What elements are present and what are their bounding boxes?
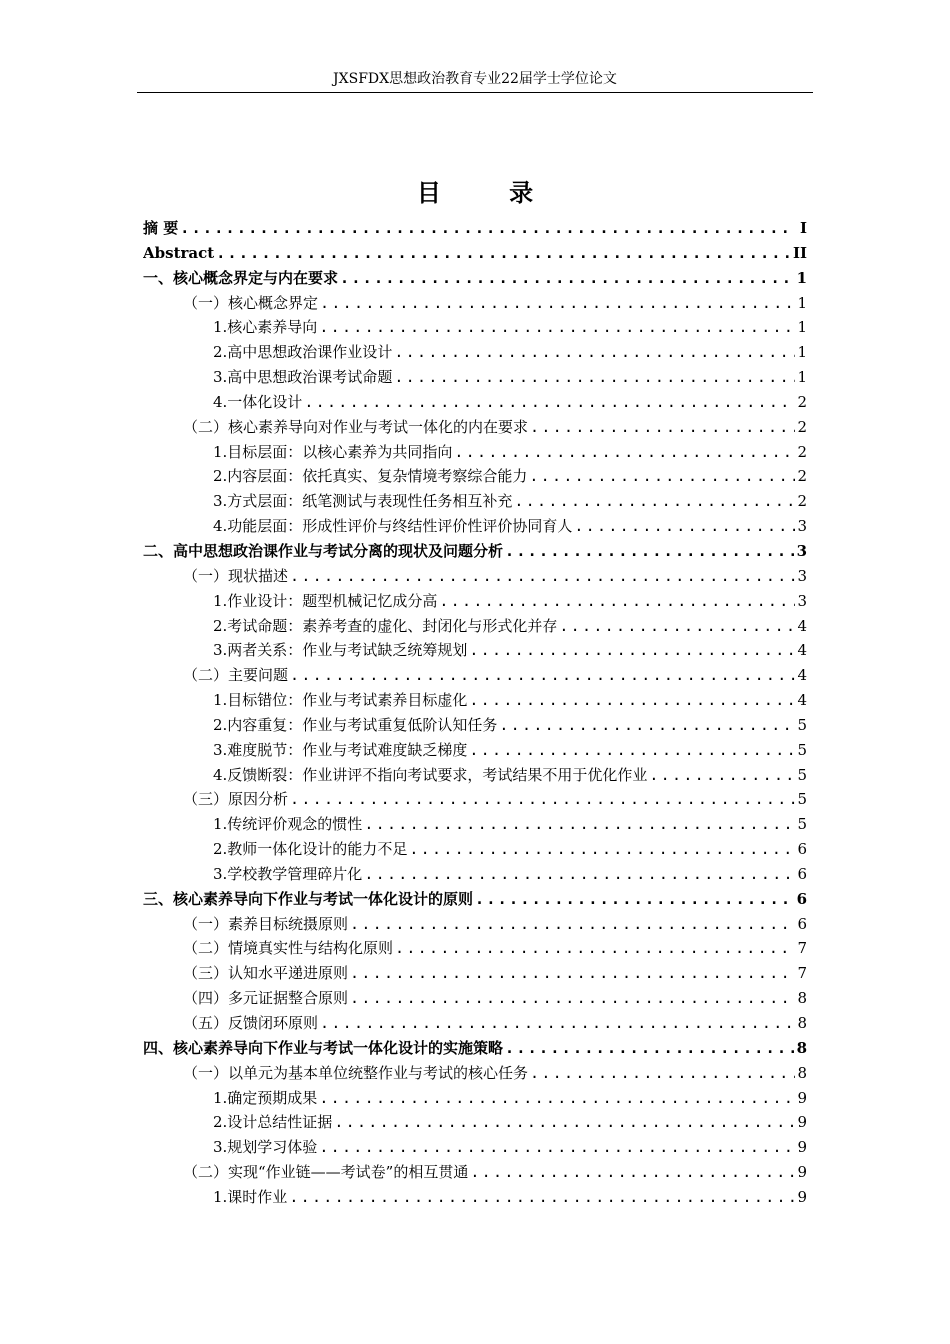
toc-entry[interactable] — [143, 1011, 807, 1036]
toc-entry[interactable] — [143, 365, 807, 390]
toc-entry-title: （五）反馈闭环原则 — [183, 1014, 319, 1032]
toc-dot-leader — [530, 1061, 795, 1086]
toc-entry-title: 2.高中思想政治课作业设计 — [213, 343, 393, 362]
toc-entry[interactable] — [143, 862, 807, 887]
toc-entry-title: 3.难度脱节：作业与考试难度缺乏梯度 — [213, 740, 468, 759]
toc-page-number: 2 — [797, 392, 807, 411]
toc-page-number: 8 — [797, 989, 807, 1008]
toc-entry[interactable] — [143, 713, 807, 738]
toc-page-number: 3 — [797, 566, 807, 585]
toc-entry-title: （一）现状描述 — [183, 566, 289, 585]
toc-entry[interactable] — [143, 1135, 807, 1160]
toc-entry[interactable] — [143, 1061, 807, 1086]
toc-page-number: 1 — [797, 343, 807, 362]
toc-page-number: 2 — [797, 492, 807, 511]
toc-entry[interactable] — [143, 514, 807, 539]
toc-entry-title: 3.两者关系：作业与考试缺乏统筹规划 — [213, 641, 468, 660]
toc-dot-leader — [469, 738, 795, 763]
toc-entry-title: 3.方式层面：纸笔测试与表现性任务相互补充 — [213, 492, 513, 511]
toc-dot-leader — [319, 1135, 795, 1160]
toc-page-number: 8 — [796, 1038, 807, 1057]
toc-page-number: 6 — [797, 840, 807, 859]
toc-entry[interactable] — [143, 216, 807, 241]
toc-entry-title: 2.内容层面：依托真实、复杂情境考察综合能力 — [213, 467, 528, 486]
toc-entry-title: 1.作业设计：题型机械记忆成分高 — [213, 591, 438, 610]
toc-dot-leader — [505, 539, 795, 564]
toc-title: 目 录 — [416, 178, 564, 207]
toc-page-number: 9 — [797, 1163, 807, 1182]
toc-page-number: 9 — [797, 1113, 807, 1132]
toc-entry-title: （三）原因分析 — [183, 790, 289, 809]
toc-page-number: 6 — [797, 864, 807, 883]
toc-entry[interactable] — [143, 340, 807, 365]
toc-entry[interactable] — [143, 1086, 807, 1111]
toc-entry[interactable] — [143, 415, 807, 440]
toc-entry[interactable] — [143, 539, 807, 564]
toc-page-number: 1 — [796, 268, 807, 287]
toc-entry-title: （二）实现“作业链——考试卷”的相互贯通 — [183, 1163, 469, 1182]
toc-dot-leader — [394, 365, 795, 390]
toc-dot-leader — [439, 589, 795, 614]
toc-dot-leader — [340, 266, 795, 291]
toc-dot-leader — [475, 887, 795, 912]
toc-page-number: 1 — [797, 293, 807, 312]
toc-entry[interactable] — [143, 887, 807, 912]
toc-page-number: 3 — [797, 517, 807, 536]
toc-entry[interactable] — [143, 912, 807, 937]
toc-entry-title: Abstract — [143, 243, 215, 262]
toc-page-number: 6 — [797, 914, 807, 933]
toc-dot-leader — [290, 663, 795, 688]
toc-page-number: 2 — [797, 467, 807, 486]
toc-dot-leader — [289, 1185, 795, 1210]
toc-page-number: 5 — [797, 815, 807, 834]
toc-page-number: 9 — [797, 1138, 807, 1157]
toc-dot-leader — [320, 1011, 795, 1036]
toc-dot-leader — [499, 713, 795, 738]
toc-page-number: 5 — [797, 715, 807, 734]
table-of-contents — [143, 216, 807, 1210]
toc-dot-leader — [320, 291, 795, 316]
toc-entry[interactable] — [143, 464, 807, 489]
toc-entry-title: 2.考试命题：素养考查的虚化、封闭化与形式化并存 — [213, 616, 558, 635]
toc-dot-leader — [334, 1110, 795, 1135]
toc-entry[interactable] — [143, 936, 807, 961]
toc-page-number: 7 — [797, 939, 807, 958]
header-divider — [137, 92, 813, 93]
toc-dot-leader — [470, 1160, 795, 1185]
toc-dot-leader — [409, 837, 795, 862]
toc-entry[interactable] — [143, 812, 807, 837]
toc-entry-title: 1.课时作业 — [213, 1187, 288, 1206]
toc-entry[interactable] — [143, 564, 807, 589]
toc-entry-title: （一）素养目标统摄原则 — [183, 914, 349, 933]
toc-dot-leader — [469, 638, 795, 663]
toc-entry-title: 4.一体化设计 — [213, 392, 303, 411]
toc-entry-title: （一）核心概念界定 — [183, 293, 319, 312]
toc-page-number: 4 — [797, 666, 807, 685]
toc-dot-leader — [319, 315, 795, 340]
toc-entry-title: 1.确定预期成果 — [213, 1088, 318, 1107]
toc-entry-title: 2.教师一体化设计的能力不足 — [213, 840, 408, 859]
toc-dot-leader — [180, 216, 795, 241]
toc-dot-leader — [364, 862, 795, 887]
toc-page-number: 1 — [797, 318, 807, 337]
toc-dot-leader — [505, 1036, 795, 1061]
toc-page-number: 3 — [797, 591, 807, 610]
toc-dot-leader — [649, 763, 795, 788]
toc-entry-title: （二）情境真实性与结构化原则 — [183, 939, 394, 958]
toc-page-number: 5 — [797, 790, 807, 809]
toc-entry-title: 摘 要 — [143, 219, 179, 237]
toc-entry-title: 2.设计总结性证据 — [213, 1113, 333, 1132]
toc-dot-leader — [304, 390, 795, 415]
toc-page-number: 8 — [797, 1014, 807, 1032]
toc-page-number: 5 — [797, 765, 807, 784]
toc-dot-leader — [290, 564, 795, 589]
toc-dot-leader — [530, 415, 795, 440]
toc-page-number: 3 — [796, 541, 807, 560]
toc-entry[interactable] — [143, 1185, 807, 1210]
toc-entry[interactable] — [143, 688, 807, 713]
toc-entry[interactable] — [143, 961, 807, 986]
toc-entry[interactable] — [143, 266, 807, 291]
toc-page-number: 4 — [797, 641, 807, 660]
toc-entry-title: 二、高中思想政治课作业与考试分离的现状及问题分析 — [143, 541, 504, 560]
toc-entry[interactable] — [143, 1036, 807, 1061]
toc-page-number: 9 — [797, 1187, 807, 1206]
toc-entry[interactable] — [143, 241, 807, 266]
toc-dot-leader — [364, 812, 795, 837]
toc-entry-title: 4.反馈断裂：作业讲评不指向考试要求，考试结果不用于优化作业 — [213, 765, 648, 784]
toc-dot-leader — [394, 340, 795, 365]
toc-entry[interactable] — [143, 638, 807, 663]
toc-page-number: 4 — [797, 616, 807, 635]
toc-entry-title: （三）认知水平递进原则 — [183, 964, 349, 983]
toc-dot-leader — [454, 440, 795, 465]
running-header: JXSFDX思想政治教育专业22届学士学位论文 — [333, 71, 617, 87]
toc-page-number: I — [799, 219, 807, 237]
toc-entry-title: （一）以单元为基本单位统整作业与考试的核心任务 — [183, 1063, 529, 1082]
toc-dot-leader — [559, 614, 795, 639]
toc-entry-title: 三、核心素养导向下作业与考试一体化设计的原则 — [143, 889, 474, 908]
toc-dot-leader — [469, 688, 795, 713]
toc-entry[interactable] — [143, 986, 807, 1011]
toc-entry[interactable] — [143, 1110, 807, 1135]
toc-entry[interactable] — [143, 315, 807, 340]
toc-entry-title: 3.学校教学管理碎片化 — [213, 864, 363, 883]
toc-entry-title: 1.目标层面：以核心素养为共同指向 — [213, 442, 453, 461]
toc-entry-title: 四、核心素养导向下作业与考试一体化设计的实施策略 — [143, 1038, 504, 1057]
toc-entry[interactable] — [143, 440, 807, 465]
toc-entry-title: （二）核心素养导向对作业与考试一体化的内在要求 — [183, 417, 529, 436]
toc-dot-leader — [529, 464, 795, 489]
toc-dot-leader — [290, 787, 795, 812]
toc-page-number: 1 — [797, 368, 807, 387]
toc-entry-title: 4.功能层面：形成性评价与终结性评价性评价协同育人 — [213, 517, 573, 536]
toc-dot-leader — [350, 961, 795, 986]
toc-entry[interactable] — [143, 1160, 807, 1185]
toc-entry[interactable] — [143, 738, 807, 763]
toc-entry[interactable] — [143, 663, 807, 688]
toc-dot-leader — [574, 514, 795, 539]
toc-entry-title: 2.内容重复：作业与考试重复低阶认知任务 — [213, 715, 498, 734]
toc-page-number: 4 — [797, 691, 807, 710]
toc-page-number: 9 — [797, 1088, 807, 1107]
toc-dot-leader — [216, 241, 791, 266]
toc-dot-leader — [514, 489, 795, 514]
toc-page-number: 7 — [797, 964, 807, 983]
toc-page-number: II — [792, 243, 807, 262]
toc-page-number: 6 — [796, 889, 807, 908]
toc-entry-title: 1.目标错位：作业与考试素养目标虚化 — [213, 691, 468, 710]
toc-entry[interactable] — [143, 489, 807, 514]
toc-entry-title: 3.规划学习体验 — [213, 1138, 318, 1157]
toc-entry[interactable] — [143, 837, 807, 862]
toc-entry[interactable] — [143, 763, 807, 788]
toc-entry-title: （四）多元证据整合原则 — [183, 989, 349, 1008]
toc-dot-leader — [350, 912, 795, 937]
toc-entry[interactable] — [143, 787, 807, 812]
toc-entry-title: 1.核心素养导向 — [213, 318, 318, 337]
toc-page-number: 2 — [797, 442, 807, 461]
toc-entry-title: 3.高中思想政治课考试命题 — [213, 368, 393, 387]
toc-entry-title: 一、核心概念界定与内在要求 — [143, 268, 339, 287]
toc-dot-leader — [319, 1086, 795, 1111]
toc-page-number: 2 — [797, 417, 807, 436]
toc-page-number: 8 — [797, 1063, 807, 1082]
toc-entry[interactable] — [143, 589, 807, 614]
toc-entry[interactable] — [143, 390, 807, 415]
toc-page-number: 5 — [797, 740, 807, 759]
toc-dot-leader — [350, 986, 795, 1011]
toc-dot-leader — [395, 936, 795, 961]
toc-entry[interactable] — [143, 291, 807, 316]
toc-entry[interactable] — [143, 614, 807, 639]
toc-entry-title: 1.传统评价观念的惯性 — [213, 815, 363, 834]
toc-entry-title: （二）主要问题 — [183, 666, 289, 685]
